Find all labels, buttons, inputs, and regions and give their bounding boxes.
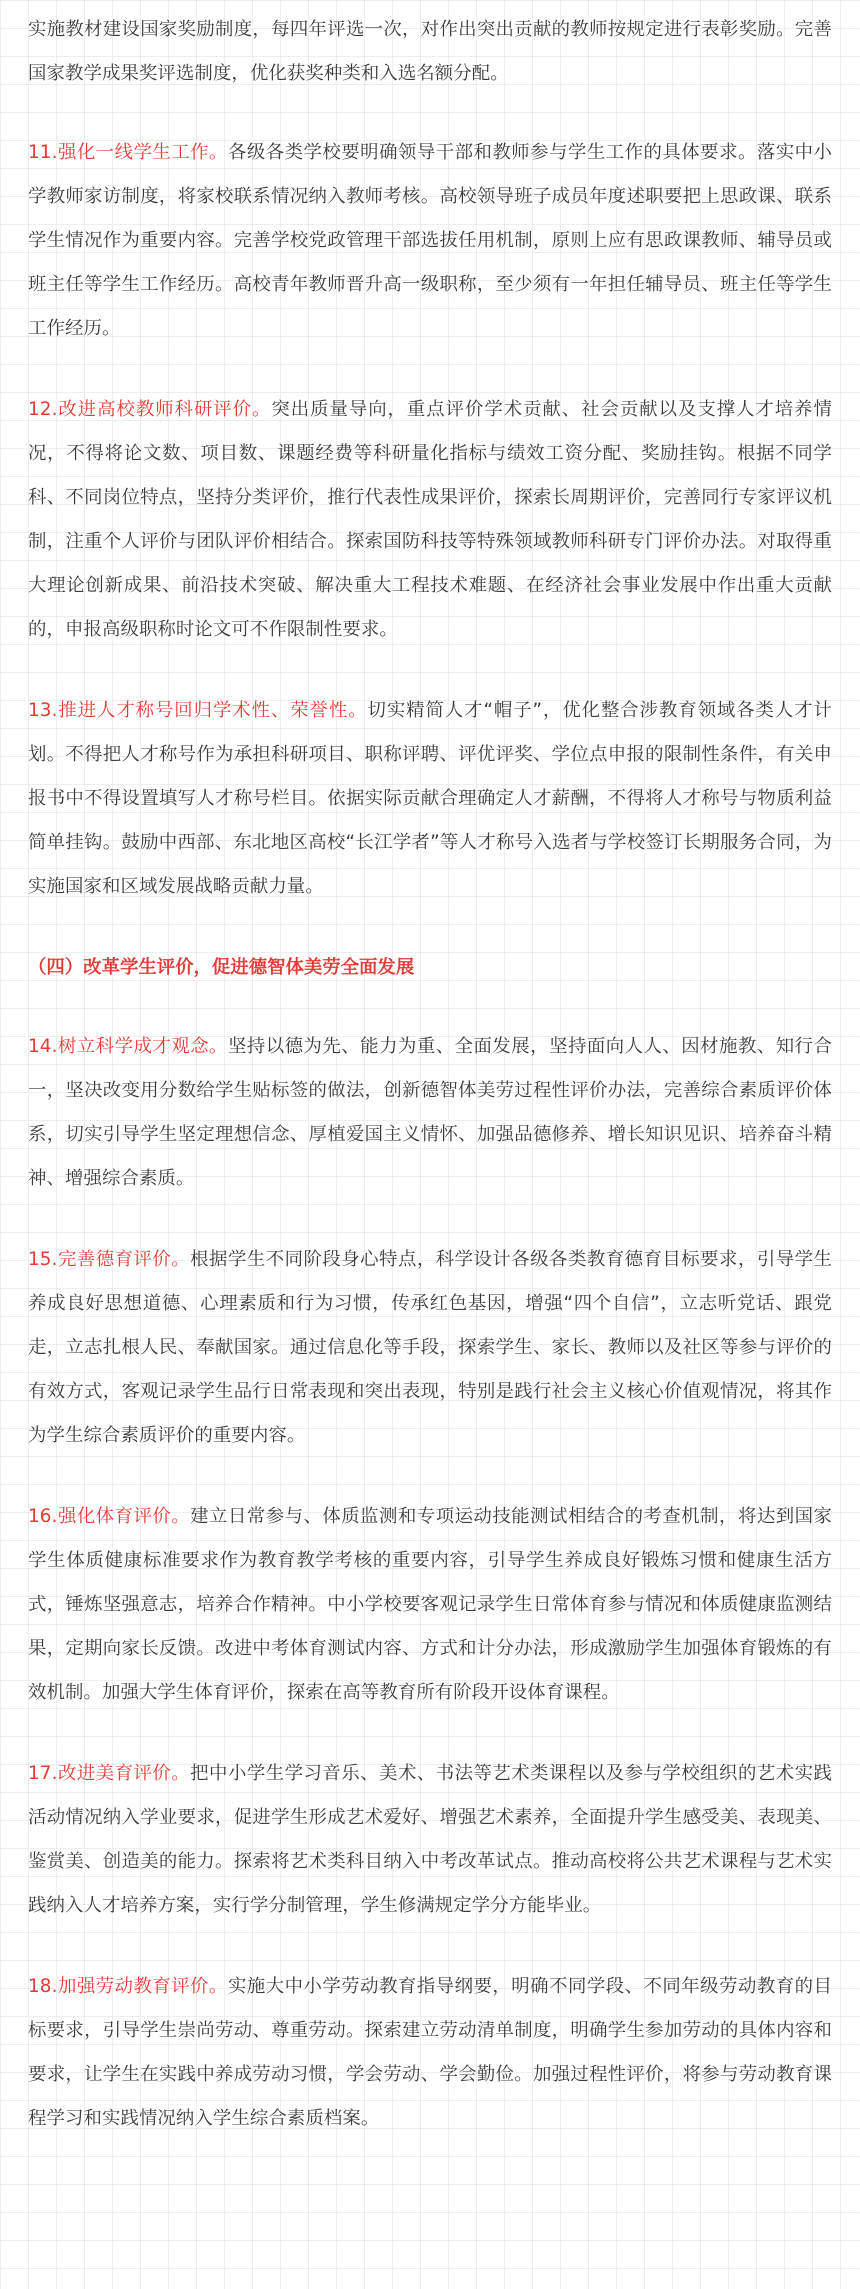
item-18-paragraph xyxy=(28,1965,832,2141)
item-12-paragraph xyxy=(28,388,832,652)
item-16-paragraph xyxy=(28,1495,832,1715)
section-heading: （四）改革学生评价，促进德智体美劳全面发展 xyxy=(28,957,415,978)
item-17-body: 把中小学生学习音乐、美术、书法等艺术类课程以及参与学校组织的艺术实践活动情况纳入学业要求，促进学生形成艺术爱好、增强艺术素养，全面提升学生感受美、表现美、鉴赏美、创造美的能力。探索将艺术类科目纳入中考改革试点。推动高校将公共艺术课程与艺术实践纳入人才培养方案，实行学分制管理，学生修满规定学分方能毕业。 xyxy=(28,1763,832,1916)
item-14-body: 坚持以德为先、能力为重、全面发展，坚持面向人人、因材施教、知行合一，坚决改变用分数给学生贴标签的做法，创新德智体美劳过程性评价办法，完善综合素质评价体系，切实引导学生坚定理想信念、厚植爱国主义情怀、加强品德修养、增长知识见识、培养奋斗精神、增强综合素质。 xyxy=(28,1036,832,1189)
item-14-title: 14.树立科学成才观念。 xyxy=(28,1036,228,1057)
item-15-body: 根据学生不同阶段身心特点，科学设计各级各类教育德育目标要求，引导学生养成良好思想道德、心理素质和行为习惯，传承红色基因，增强“四个自信”，立志听党话、跟党走，立志扎根人民、奉献国家。通过信息化等手段，探索学生、家长、教师以及社区等参与评价的有效方式，客观记录学生品行日常表现和突出表现，特别是践行社会主义核心价值观情况，将其作为学生综合素质评价的重要内容。 xyxy=(28,1249,832,1446)
intro-paragraph: 实施教材建设国家奖励制度，每四年评选一次，对作出突出贡献的教师按规定进行表彰奖励。完善国家教学成果奖评选制度，优化获奖种类和入选名额分配。 xyxy=(28,19,832,84)
item-17-title: 17.改进美育评价。 xyxy=(28,1763,191,1784)
item-11-body: 各级各类学校要明确领导干部和教师参与学生工作的具体要求。落实中小学教师家访制度，将家校联系情况纳入教师考核。高校领导班子成员年度述职要把上思政课、联系学生情况作为重要内容。完善学校党政管理干部选拔任用机制，原则上应有思政课教师、辅导员或班主任等学生工作经历。高校青年教师晋升高一级职称，至少须有一年担任辅导员、班主任等学生工作经历。 xyxy=(28,142,832,339)
item-16-body: 建立日常参与、体质监测和专项运动技能测试相结合的考查机制，将达到国家学生体质健康标准要求作为教育教学考核的重要内容，引导学生养成良好锻炼习惯和健康生活方式，锤炼坚强意志，培养合作精神。中小学校要客观记录学生日常体育参与情况和体质健康监测结果，定期向家长反馈。改进中考体育测试内容、方式和计分办法，形成激励学生加强体育锻炼的有效机制。加强大学生体育评价，探索在高等教育所有阶段开设体育课程。 xyxy=(28,1506,832,1703)
item-18-body: 实施大中小学劳动教育指导纲要，明确不同学段、不同年级劳动教育的目标要求，引导学生崇尚劳动、尊重劳动。探索建立劳动清单制度，明确学生参加劳动的具体内容和要求，让学生在实践中养成劳动习惯，学会劳动、学会勤俭。加强过程性评价，将参与劳动教育课程学习和实践情况纳入学生综合素质档案。 xyxy=(28,1976,832,2129)
item-18-title: 18.加强劳动教育评价。 xyxy=(28,1976,228,1997)
item-16-title: 16.强化体育评价。 xyxy=(28,1506,191,1527)
item-15-paragraph xyxy=(28,1238,832,1458)
item-13-paragraph xyxy=(28,689,832,909)
item-17-paragraph xyxy=(28,1752,832,1928)
item-13-body: 切实精简人才“帽子”，优化整合涉教育领域各类人才计划。不得把人才称号作为承担科研项目、职称评聘、评优评奖、学位点申报的限制性条件，有关申报书中不得设置填写人才称号栏目。依据实际贡献合理确定人才薪酬，不得将人才称号与物质利益简单挂钩。鼓励中西部、东北地区高校“长江学者”等人才称号入选者与学校签订长期服务合同，为实施国家和区域发展战略贡献力量。 xyxy=(28,700,832,897)
item-11-paragraph xyxy=(28,131,832,351)
item-13-title: 13.推进人才称号回归学术性、荣誉性。 xyxy=(28,700,368,721)
item-11-title: 11.强化一线学生工作。 xyxy=(28,142,228,163)
item-12-body: 突出质量导向，重点评价学术贡献、社会贡献以及支撑人才培养情况，不得将论文数、项目数、课题经费等科研量化指标与绩效工资分配、奖励挂钩。根据不同学科、不同岗位特点，坚持分类评价，推行代表性成果评价，探索长周期评价，完善同行专家评议机制，注重个人评价与团队评价相结合。探索国防科技等特殊领域教师科研专门评价办法。对取得重大理论创新成果、前沿技术突破、解决重大工程技术难题、在经济社会事业发展中作出重大贡献的，申报高级职称时论文可不作限制性要求。 xyxy=(28,399,832,640)
item-14-paragraph xyxy=(28,1025,832,1201)
item-12-title: 12.改进高校教师科研评价。 xyxy=(28,399,272,420)
item-15-title: 15.完善德育评价。 xyxy=(28,1249,191,1270)
